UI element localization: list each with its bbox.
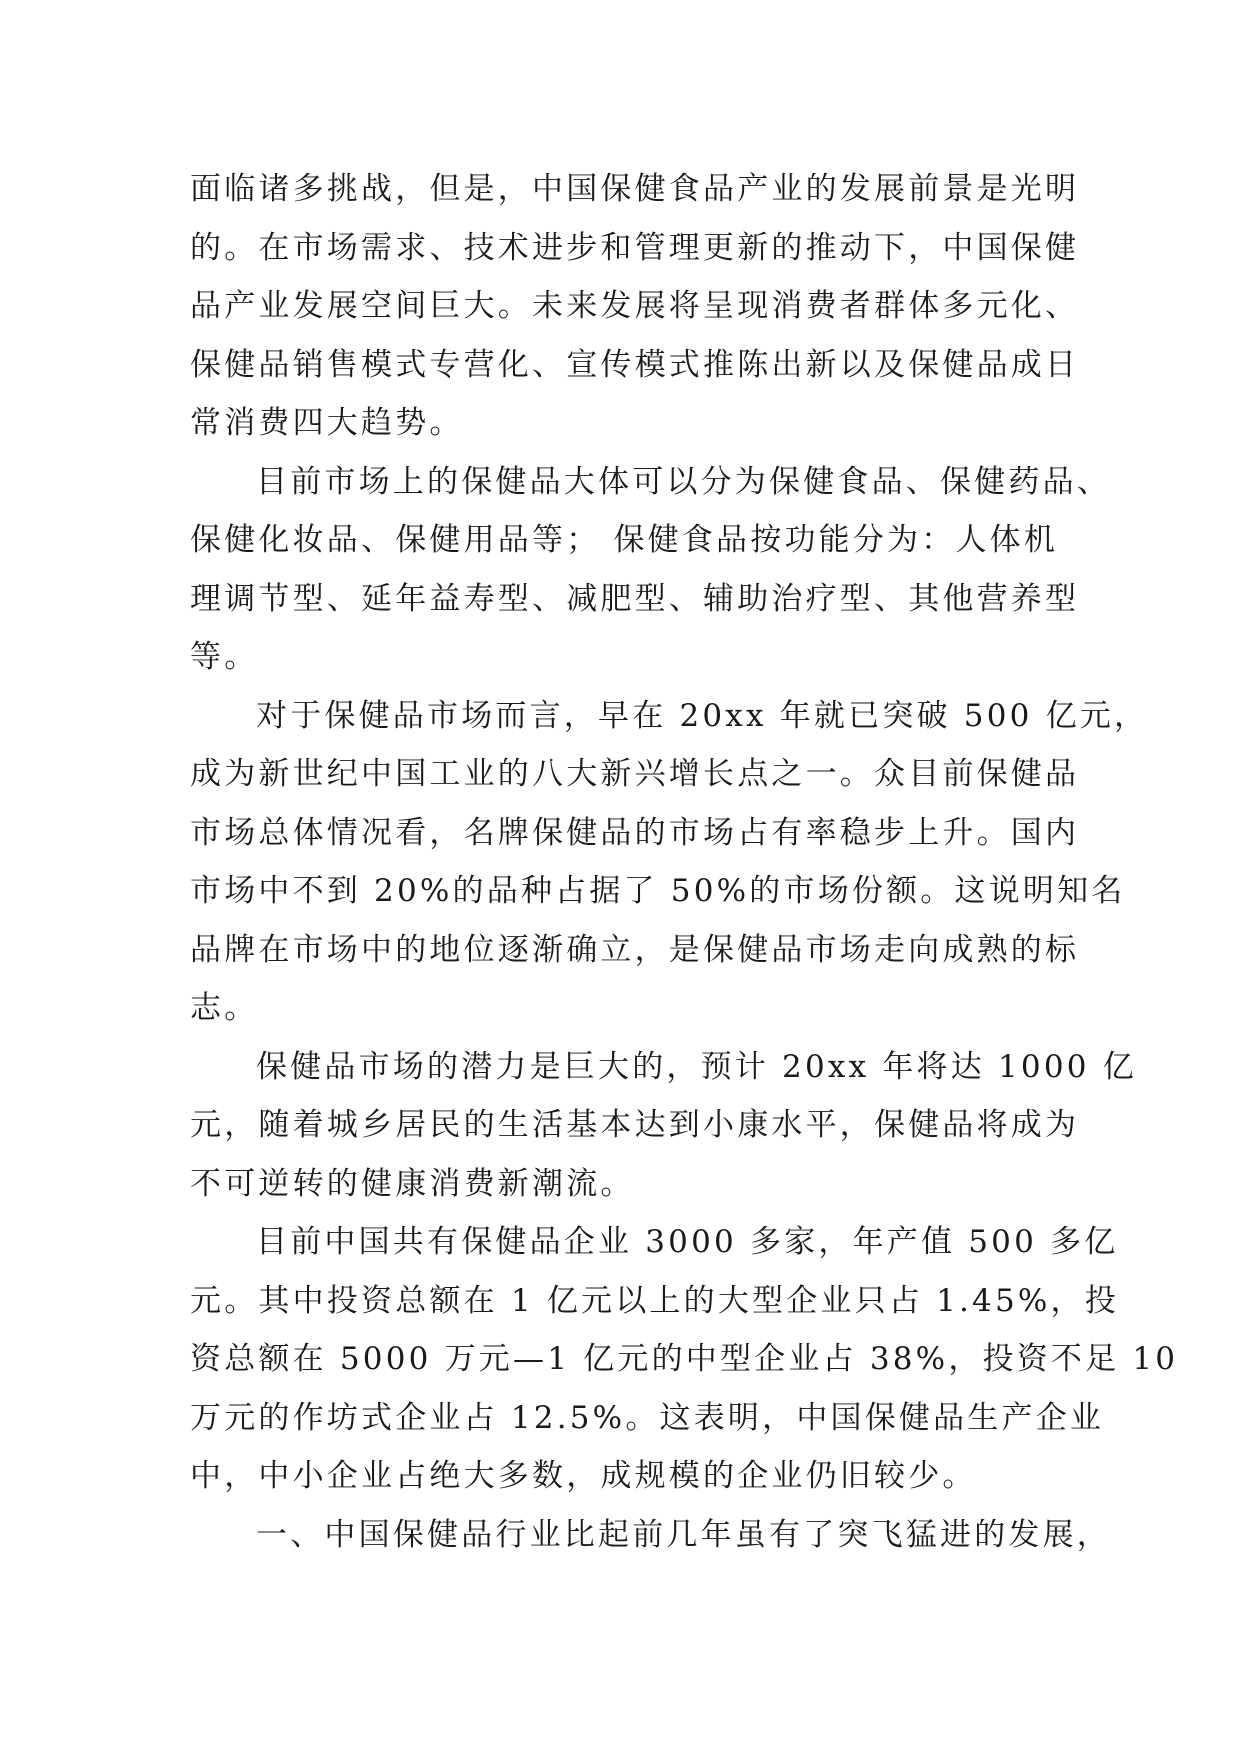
- text-line: 市场中不到 20%的品种占据了 50%的市场份额。这说明知名: [190, 873, 1126, 909]
- text-line: 的。在市场需求、技术进步和管理更新的推动下，中国保健: [190, 229, 1080, 266]
- text-line: 市场总体情况看，名牌保健品的市场占有率稳步上升。国内: [190, 814, 1080, 851]
- text-line: 目前中国共有保健品企业 3000 多家，年产值 500 多亿: [256, 1224, 1119, 1260]
- text-line: 面临诸多挑战，但是，中国保健食品产业的发展前景是光明: [190, 171, 1080, 207]
- text-line: 品产业发展空间巨大。未来发展将呈现消费者群体多元化、: [190, 288, 1080, 324]
- text-line: 保健品销售模式专营化、宣传模式推陈出新以及保健品成日: [190, 346, 1080, 383]
- text-line: 中，中小企业占绝大多数，成规模的企业仍旧较少。: [190, 1458, 977, 1494]
- text-line: 常消费四大趋势。: [190, 405, 464, 441]
- text-line: 成为新世纪中国工业的八大新兴增长点之一。众目前保健品: [190, 756, 1080, 792]
- paragraph-5: [190, 1213, 1179, 1506]
- text-line: 资总额在 5000 万元—1 亿元的中型企业占 38%，投资不足 10: [190, 1341, 1179, 1377]
- text-line: 对于保健品市场而言，早在 20xx 年就已突破 500 亿元，: [256, 697, 1149, 734]
- text-line: 不可逆转的健康消费新潮流。: [190, 1165, 635, 1202]
- text-line: 元，随着城乡居民的生活基本达到小康水平，保健品将成为: [190, 1107, 1080, 1143]
- text-line: 保健品市场的潜力是巨大的，预计 20xx 年将达 1000 亿: [256, 1048, 1137, 1085]
- text-line: 志。: [190, 990, 259, 1026]
- paragraph-2: [190, 453, 1111, 687]
- text-line: 目前市场上的保健品大体可以分为保健食品、保健药品、: [256, 463, 1111, 500]
- paragraph-6: [190, 1506, 1111, 1565]
- text-line: 保健化妆品、保健用品等； 保健食品按功能分为：人体机: [190, 522, 1059, 558]
- text-line: 品牌在市场中的地位逐渐确立，是保健品市场走向成熟的标: [190, 931, 1080, 968]
- text-line: 万元的作坊式企业占 12.5%。这表明，中国保健品生产企业: [190, 1399, 1105, 1436]
- text-line: 一、中国保健品行业比起前几年虽有了突飞猛进的发展，: [256, 1516, 1111, 1553]
- text-line: 等。: [190, 639, 259, 675]
- text-line: 元。其中投资总额在 1 亿元以上的大型企业只占 1.45%，投: [190, 1282, 1119, 1319]
- document-body: [190, 160, 1179, 1564]
- paragraph-1: [190, 160, 1080, 453]
- text-line: 理调节型、延年益寿型、减肥型、辅助治疗型、其他营养型: [190, 580, 1080, 617]
- paragraph-3: [190, 687, 1149, 1038]
- paragraph-4: [190, 1038, 1137, 1214]
